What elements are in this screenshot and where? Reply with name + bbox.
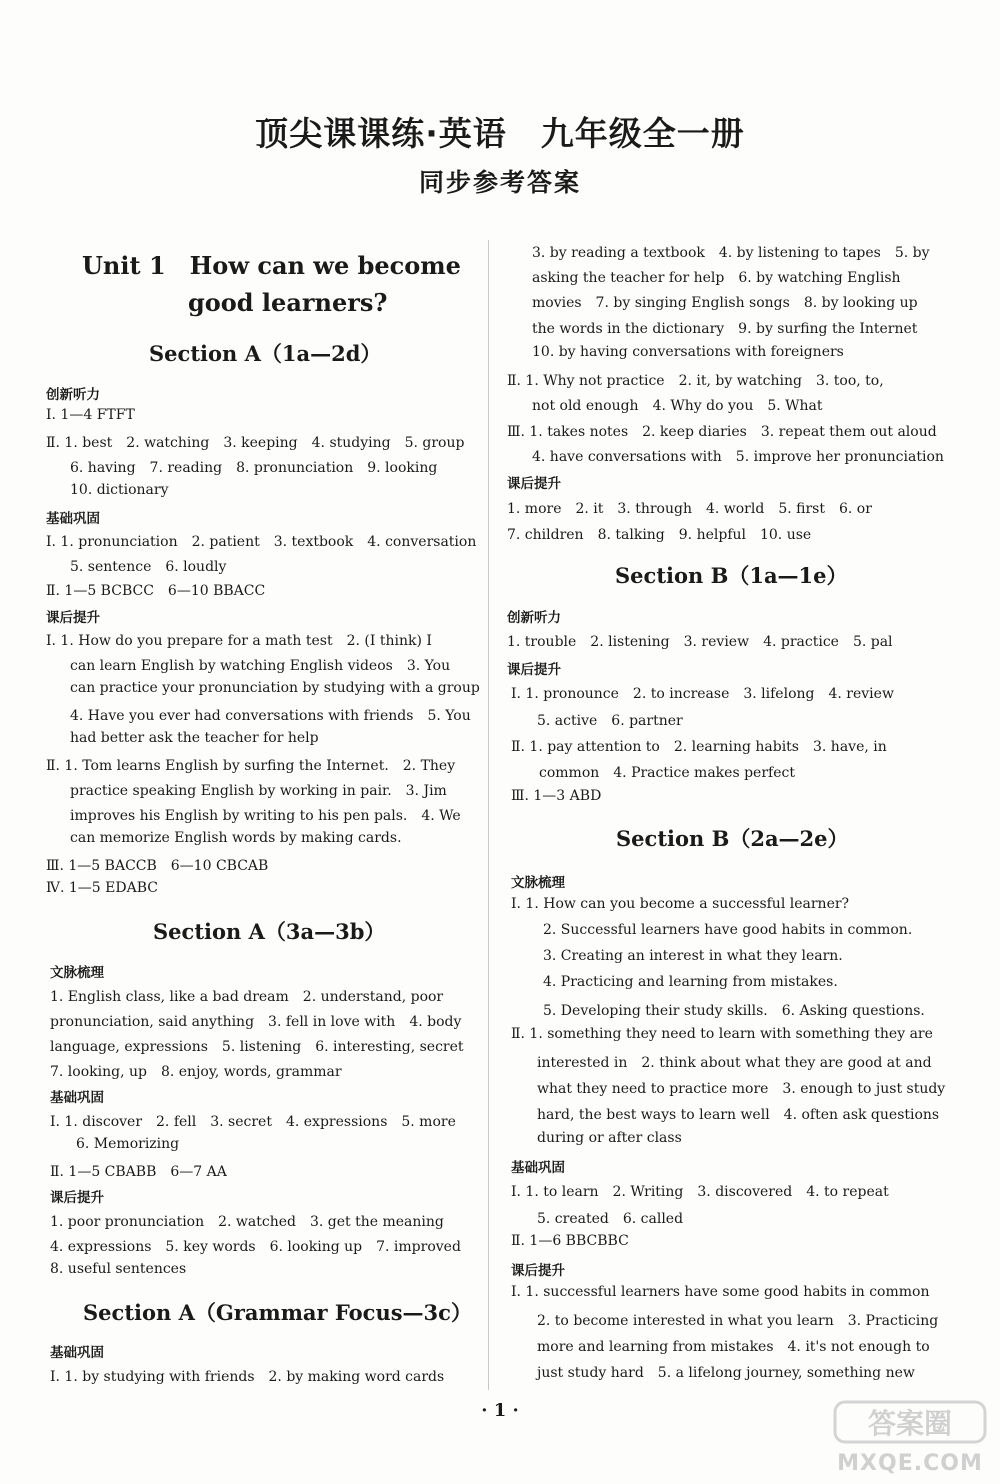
answer-line: Ⅰ. 1. How do you prepare for a math test 2. (I think) I (46, 633, 432, 649)
answer-line: Ⅲ. 1—3 ABD (511, 788, 602, 804)
answer-line: Ⅱ. 1. something they need to learn with something they are (511, 1026, 933, 1042)
section-heading: Section A（1a—2d） (149, 341, 382, 366)
answer-line: 8. useful sentences (50, 1261, 187, 1277)
answer-line: had better ask the teacher for help (70, 730, 319, 746)
subsection-label: 课后提升 (507, 662, 561, 678)
answer-line: movies 7. by singing English songs 8. by looking up (532, 295, 918, 311)
section-heading: Section A（3a—3b） (153, 919, 386, 944)
answer-line: Ⅱ. 1. best 2. watching 3. keeping 4. studying 5. group (46, 435, 465, 451)
answer-line: Ⅲ. 1. takes notes 2. keep diaries 3. repeat them out aloud (507, 424, 937, 440)
subsection-label: 课后提升 (50, 1190, 104, 1206)
page-number: · 1 · (481, 1400, 519, 1421)
answer-line: 4. Practicing and learning from mistakes. (543, 974, 838, 990)
answer-line: Ⅳ. 1—5 EDABC (46, 880, 158, 896)
answer-line: can memorize English words by making cards. (70, 830, 402, 846)
answer-line: 3. Creating an interest in what they learn. (543, 948, 843, 964)
page-title: 顶尖课课练·英语 九年级全一册 (255, 114, 745, 153)
answer-line: 5. Developing their study skills. 6. Asking questions. (543, 1003, 925, 1019)
answer-line: during or after class (537, 1130, 682, 1146)
answer-line: 5. sentence 6. loudly (70, 559, 227, 575)
column-divider (488, 240, 489, 1390)
answer-line: Ⅱ. 1—5 CBABB 6—7 AA (50, 1164, 227, 1180)
section-heading: Section A（Grammar Focus—3c） (83, 1300, 472, 1325)
answer-line: can learn English by watching English videos 3. You (70, 658, 451, 674)
answer-line: just study hard 5. a lifelong journey, something new (537, 1365, 915, 1381)
answer-line: 5. active 6. partner (537, 713, 683, 729)
answer-line: 7. looking, up 8. enjoy, words, grammar (50, 1064, 342, 1080)
answer-line: 2. to become interested in what you learn 3. Practicing (537, 1313, 939, 1329)
answer-line: Ⅱ. 1. pay attention to 2. learning habits 3. have, in (511, 739, 887, 755)
answer-line: 10. dictionary (70, 482, 169, 498)
answer-line: asking the teacher for help 6. by watching English (532, 270, 901, 286)
answer-line: Ⅱ. 1—5 BCBCC 6—10 BBACC (46, 583, 266, 599)
answer-line: common 4. Practice makes perfect (539, 765, 795, 781)
subsection-label: 基础巩固 (50, 1345, 104, 1361)
subsection-label: 文脉梳理 (511, 875, 565, 891)
answer-line: more and learning from mistakes 4. it's not enough to (537, 1339, 930, 1355)
answer-line: 7. children 8. talking 9. helpful 10. use (507, 527, 812, 543)
subsection-label: 文脉梳理 (50, 965, 104, 981)
subsection-label: 创新听力 (507, 610, 561, 626)
answer-line: Ⅱ. 1. Tom learns English by surfing the Internet. 2. They (46, 758, 456, 774)
answer-line: 1. English class, like a bad dream 2. understand, poor (50, 989, 444, 1005)
answer-line: 3. by reading a textbook 4. by listening to tapes 5. by (532, 245, 930, 261)
subsection-label: 基础巩固 (511, 1160, 565, 1176)
answer-line: 5. created 6. called (537, 1211, 684, 1227)
section-heading: Section B（1a—1e） (615, 563, 848, 588)
answer-line: Ⅰ. 1. pronounce 2. to increase 3. lifelong 4. review (511, 686, 894, 702)
answer-line: improves his English by writing to his pen pals. 4. We (70, 808, 461, 824)
subsection-label: 课后提升 (46, 610, 100, 626)
answer-line: language, expressions 5. listening 6. interesting, secret (50, 1039, 464, 1055)
answer-line: 10. by having conversations with foreigners (532, 344, 844, 360)
subsection-label: 课后提升 (507, 476, 561, 492)
answer-line: Ⅱ. 1—6 BBCBBC (511, 1233, 629, 1249)
section-heading: Section B（2a—2e） (616, 826, 849, 851)
answer-line: Ⅰ. 1. How can you become a successful learner? (511, 896, 850, 912)
answer-line: Ⅱ. 1. Why not practice 2. it, by watching 3. too, to, (507, 373, 884, 389)
watermark-domain: MXQE.COM (837, 1451, 983, 1476)
answer-line: pronunciation, said anything 3. fell in love with 4. body (50, 1014, 462, 1030)
answer-line: Ⅰ. 1. pronunciation 2. patient 3. textbook 4. conversation (46, 534, 477, 550)
answer-line: interested in 2. think about what they are good at and (537, 1055, 932, 1071)
unit-title-line-2: good learners? (188, 288, 388, 317)
answer-line: Ⅲ. 1—5 BACCB 6—10 CBCAB (46, 858, 269, 874)
answer-line: practice speaking English by working in pair. 3. Jim (70, 783, 447, 799)
answer-line: Ⅰ. 1. successful learners have some good habits in common (511, 1284, 930, 1300)
answer-line: not old enough 4. Why do you 5. What (532, 398, 823, 414)
unit-title-line-1: Unit 1 How can we become (82, 251, 461, 280)
subsection-label: 课后提升 (511, 1263, 565, 1279)
answer-line: 1. trouble 2. listening 3. review 4. practice 5. pal (507, 634, 893, 650)
answer-line: 6. having 7. reading 8. pronunciation 9. looking (70, 460, 438, 476)
answer-line: 1. more 2. it 3. through 4. world 5. first 6. or (507, 501, 872, 517)
subsection-label: 基础巩固 (46, 511, 100, 527)
answer-line: 4. Have you ever had conversations with friends 5. You (70, 708, 471, 724)
answer-line: the words in the dictionary 9. by surfing the Internet (532, 321, 918, 337)
subsection-label: 基础巩固 (50, 1090, 104, 1106)
answer-line: 4. expressions 5. key words 6. looking up 7. improved (50, 1239, 461, 1255)
answer-line: Ⅰ. 1—4 FTFT (46, 407, 135, 423)
page-subtitle: 同步参考答案 (418, 168, 581, 197)
answer-line: Ⅰ. 1. to learn 2. Writing 3. discovered 4. to repeat (511, 1184, 889, 1200)
answer-line: 4. have conversations with 5. improve her pronunciation (532, 449, 944, 465)
watermark-text: 答案圈 (867, 1407, 953, 1440)
answer-line: what they need to practice more 3. enough to just study (537, 1081, 946, 1097)
answer-line: Ⅰ. 1. by studying with friends 2. by making word cards (50, 1369, 445, 1385)
answer-line: 2. Successful learners have good habits in common. (543, 922, 913, 938)
answer-line: 1. poor pronunciation 2. watched 3. get the meaning (50, 1214, 444, 1230)
subsection-label: 创新听力 (46, 387, 100, 403)
answer-line: 6. Memorizing (76, 1136, 180, 1152)
answer-line: hard, the best ways to learn well 4. often ask questions (537, 1107, 940, 1123)
answer-line: can practice your pronunciation by studying with a group (70, 680, 480, 696)
answer-line: Ⅰ. 1. discover 2. fell 3. secret 4. expressions 5. more (50, 1114, 456, 1130)
watermark-logo (829, 1398, 994, 1478)
